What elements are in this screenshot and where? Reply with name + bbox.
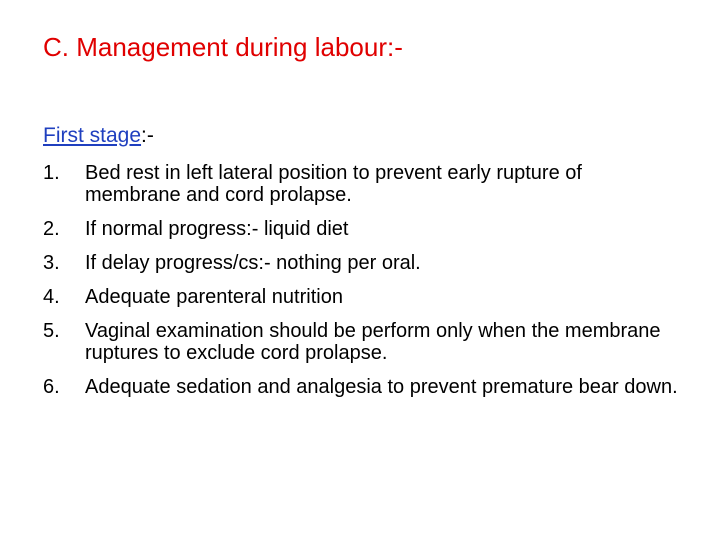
list-item (43, 320, 683, 364)
management-list (43, 162, 683, 410)
list-item (43, 162, 683, 206)
list-item (43, 376, 683, 398)
list-item-text: Vaginal examination should be perform only when the membrane ruptures to exclude cord prolapse. (85, 320, 661, 364)
list-item-number: 4. (43, 286, 60, 308)
list-item-text: Bed rest in left lateral position to prevent early rupture of membrane and cord prolapse. (85, 162, 582, 206)
list-item-number: 5. (43, 320, 60, 342)
list-item-text: Adequate sedation and analgesia to prevent premature bear down. (85, 376, 678, 398)
slide-title: C. Management during labour:- (43, 32, 403, 62)
section-heading-suffix: :- (141, 124, 154, 147)
list-item-text: If normal progress:- liquid diet (85, 218, 349, 240)
first-stage-link[interactable]: First stage (43, 124, 142, 147)
list-item-number: 1. (43, 162, 60, 184)
list-item (43, 286, 683, 308)
list-item (43, 252, 683, 274)
list-item-number: 6. (43, 376, 60, 398)
list-item-text: Adequate parenteral nutrition (85, 286, 343, 308)
list-item (43, 218, 683, 240)
list-item-text: If delay progress/cs:- nothing per oral. (85, 252, 421, 274)
list-item-number: 2. (43, 218, 60, 240)
section-heading (43, 122, 154, 150)
list-item-number: 3. (43, 252, 60, 274)
